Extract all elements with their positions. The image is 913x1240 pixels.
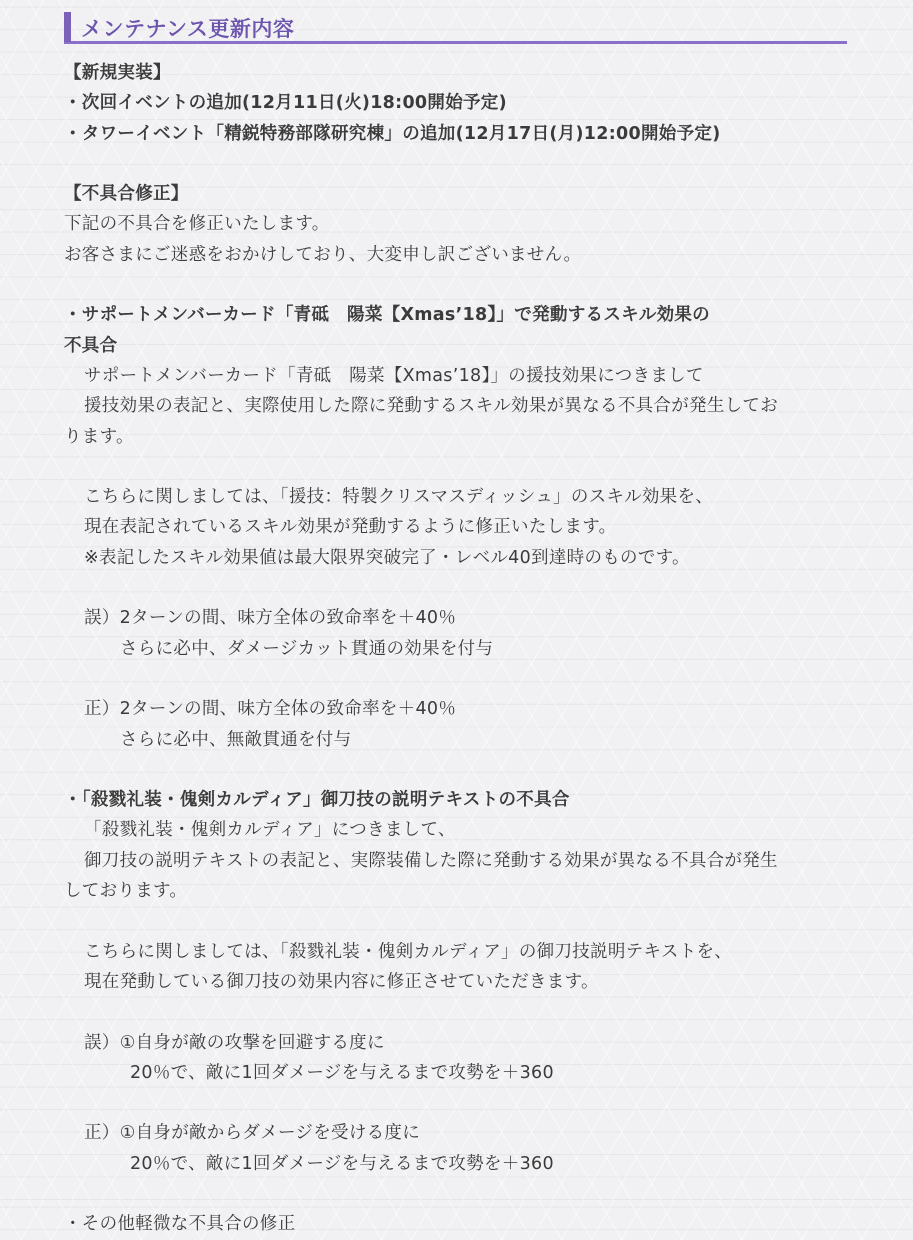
text-line: 不具合 <box>64 335 118 356</box>
text-line: 御刀技の説明テキストの表記と、実際装備した際に発動する効果が異なる不具合が発生 <box>84 850 778 871</box>
text-line: ・タワーイベント「精鋭特務部隊研究棟」の追加(12月17日(月)12:00開始予定) <box>64 123 721 144</box>
blank-line <box>64 906 854 936</box>
heading-title: メンテナンス更新内容 <box>81 17 295 41</box>
section-heading <box>64 10 847 44</box>
blank-line <box>64 573 854 603</box>
heading-accent-bar <box>64 12 71 42</box>
text-line: サポートメンバーカード「青砥 陽菜【Xmas’18】」の援技効果につきまして <box>84 365 704 386</box>
blank-line <box>64 1179 854 1209</box>
text-line: しております。 <box>64 881 188 902</box>
text-line: ります。 <box>64 426 134 447</box>
blank-line <box>64 755 854 785</box>
text-line: 現在発動している御刀技の効果内容に修正させていただきます。 <box>84 971 599 992</box>
text-line: ・その他軽微な不具合の修正 <box>64 1214 296 1235</box>
text-line: 正）2ターンの間、味方全体の致命率を＋40％ <box>84 699 457 720</box>
text-line: ※表記したスキル効果値は最大限界突破完了・レベル40到達時のものです。 <box>84 547 690 568</box>
maintenance-notes <box>64 58 854 1240</box>
text-line: ・サポートメンバーカード「青砥 陽菜【Xmas’18】」で発動するスキル効果の <box>64 305 710 326</box>
blank-line <box>64 270 854 300</box>
text-line: こちらに関しましては、「援技：特製クリスマスディッシュ」のスキル効果を、 <box>84 487 714 508</box>
text-line: 下記の不具合を修正いたします。 <box>64 214 330 235</box>
text-line: 【不具合修正】 <box>64 184 189 205</box>
text-line: こちらに関しましては、「殺戮礼装・傀剣カルディア」の御刀技説明テキストを、 <box>84 941 733 962</box>
text-line: さらに必中、無敵貫通を付与 <box>120 729 352 750</box>
blank-line <box>64 664 854 694</box>
text-line: 20％で、敵に1回ダメージを与えるまで攻勢を＋360 <box>130 1062 554 1083</box>
text-line: 「殺戮礼装・傀剣カルディア」につきまして、 <box>84 820 456 841</box>
text-line: お客さまにご迷惑をおかけしており、大変申し訳ございません。 <box>64 244 582 265</box>
blank-line <box>64 1088 854 1118</box>
text-line: 援技効果の表記と、実際使用した際に発動するスキル効果が異なる不具合が発生してお <box>84 396 779 417</box>
text-line: 正）①自身が敵からダメージを受ける度に <box>84 1123 421 1144</box>
text-line: さらに必中、ダメージカット貫通の効果を付与 <box>120 638 494 659</box>
text-line: 【新規実装】 <box>64 63 171 83</box>
blank-line <box>64 149 854 179</box>
text-line: 現在表記されているスキル効果が発動するように修正いたします。 <box>84 517 617 538</box>
text-line: 20％で、敵に1回ダメージを与えるまで攻勢を＋360 <box>130 1153 554 1174</box>
text-line: ・「殺戮礼装・傀剣カルディア」御刀技の説明テキストの不具合 <box>64 790 570 811</box>
text-line: 誤）①自身が敵の攻撃を回避する度に <box>84 1032 385 1053</box>
blank-line <box>64 997 854 1027</box>
blank-line <box>64 452 854 482</box>
text-line: ・次回イベントの追加(12月11日(火)18:00開始予定) <box>64 93 507 114</box>
text-line: 誤）2ターンの間、味方全体の致命率を＋40％ <box>84 608 457 629</box>
